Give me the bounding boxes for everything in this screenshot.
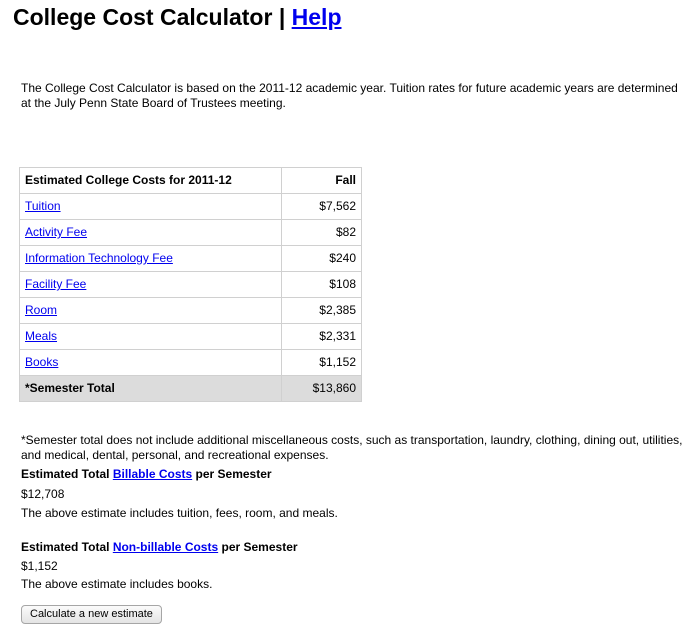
- cost-value: $108: [282, 272, 362, 298]
- table-row: [20, 246, 362, 272]
- billable-suffix: per Semester: [195, 467, 272, 481]
- table-row: [20, 324, 362, 350]
- semester-total-note: *Semester total does not include additional miscellaneous costs, such as transportation, laundry, clothing, dining out, utilities, and medical, dental, personal, and recreational expenses.: [21, 433, 683, 462]
- facility-fee-link[interactable]: Facility Fee: [25, 277, 87, 291]
- cost-label-cell: [20, 194, 282, 220]
- cost-value: $82: [282, 220, 362, 246]
- intro-text: The College Cost Calculator is based on the 2011-12 academic year. Tuition rates for future academic years are determined at the July Penn State Board of Trustees meeting.: [21, 81, 678, 110]
- tuition-link[interactable]: Tuition: [25, 199, 61, 213]
- semester-total-label: *Semester Total: [20, 376, 282, 402]
- table-header-row: [20, 168, 362, 194]
- table-row: [20, 194, 362, 220]
- nonbillable-amount: $1,152: [21, 559, 58, 573]
- information-technology-fee-link[interactable]: Information Technology Fee: [25, 251, 173, 265]
- column-header-fall: Fall: [282, 168, 362, 194]
- nonbillable-description: The above estimate includes books.: [21, 577, 213, 591]
- nonbillable-heading: [21, 540, 298, 555]
- help-link[interactable]: Help: [291, 4, 342, 30]
- cost-value: $7,562: [282, 194, 362, 220]
- nonbillable-costs-link[interactable]: Non-billable Costs: [112, 540, 219, 554]
- cost-table: [19, 167, 362, 402]
- semester-total-row: [20, 376, 362, 402]
- page-title: [13, 3, 342, 31]
- cost-label-cell: [20, 350, 282, 376]
- page-title-text: College Cost Calculator: [13, 4, 273, 30]
- cost-value: $240: [282, 246, 362, 272]
- nonbillable-suffix: per Semester: [221, 540, 298, 554]
- cost-label-cell: [20, 272, 282, 298]
- semester-total-value: $13,860: [282, 376, 362, 402]
- billable-heading: [21, 467, 272, 482]
- table-row: [20, 298, 362, 324]
- column-header-costs: Estimated College Costs for 2011-12: [20, 168, 282, 194]
- billable-amount: $12,708: [21, 487, 65, 501]
- meals-link[interactable]: Meals: [25, 329, 58, 343]
- cost-label-cell: [20, 246, 282, 272]
- billable-costs-link[interactable]: Billable Costs: [112, 467, 193, 481]
- cost-value: $1,152: [282, 350, 362, 376]
- books-link[interactable]: Books: [25, 355, 59, 369]
- cost-label-cell: [20, 298, 282, 324]
- activity-fee-link[interactable]: Activity Fee: [25, 225, 88, 239]
- cost-label-cell: [20, 220, 282, 246]
- cost-label-cell: [20, 324, 282, 350]
- billable-prefix: Estimated Total: [21, 467, 110, 481]
- calculate-new-estimate-button[interactable]: Calculate a new estimate: [21, 605, 162, 624]
- title-separator: |: [272, 4, 292, 30]
- table-row: [20, 272, 362, 298]
- cost-value: $2,331: [282, 324, 362, 350]
- table-row: [20, 350, 362, 376]
- room-link[interactable]: Room: [25, 303, 58, 317]
- nonbillable-prefix: Estimated Total: [21, 540, 110, 554]
- billable-description: The above estimate includes tuition, fees, room, and meals.: [21, 506, 338, 520]
- table-row: [20, 220, 362, 246]
- cost-value: $2,385: [282, 298, 362, 324]
